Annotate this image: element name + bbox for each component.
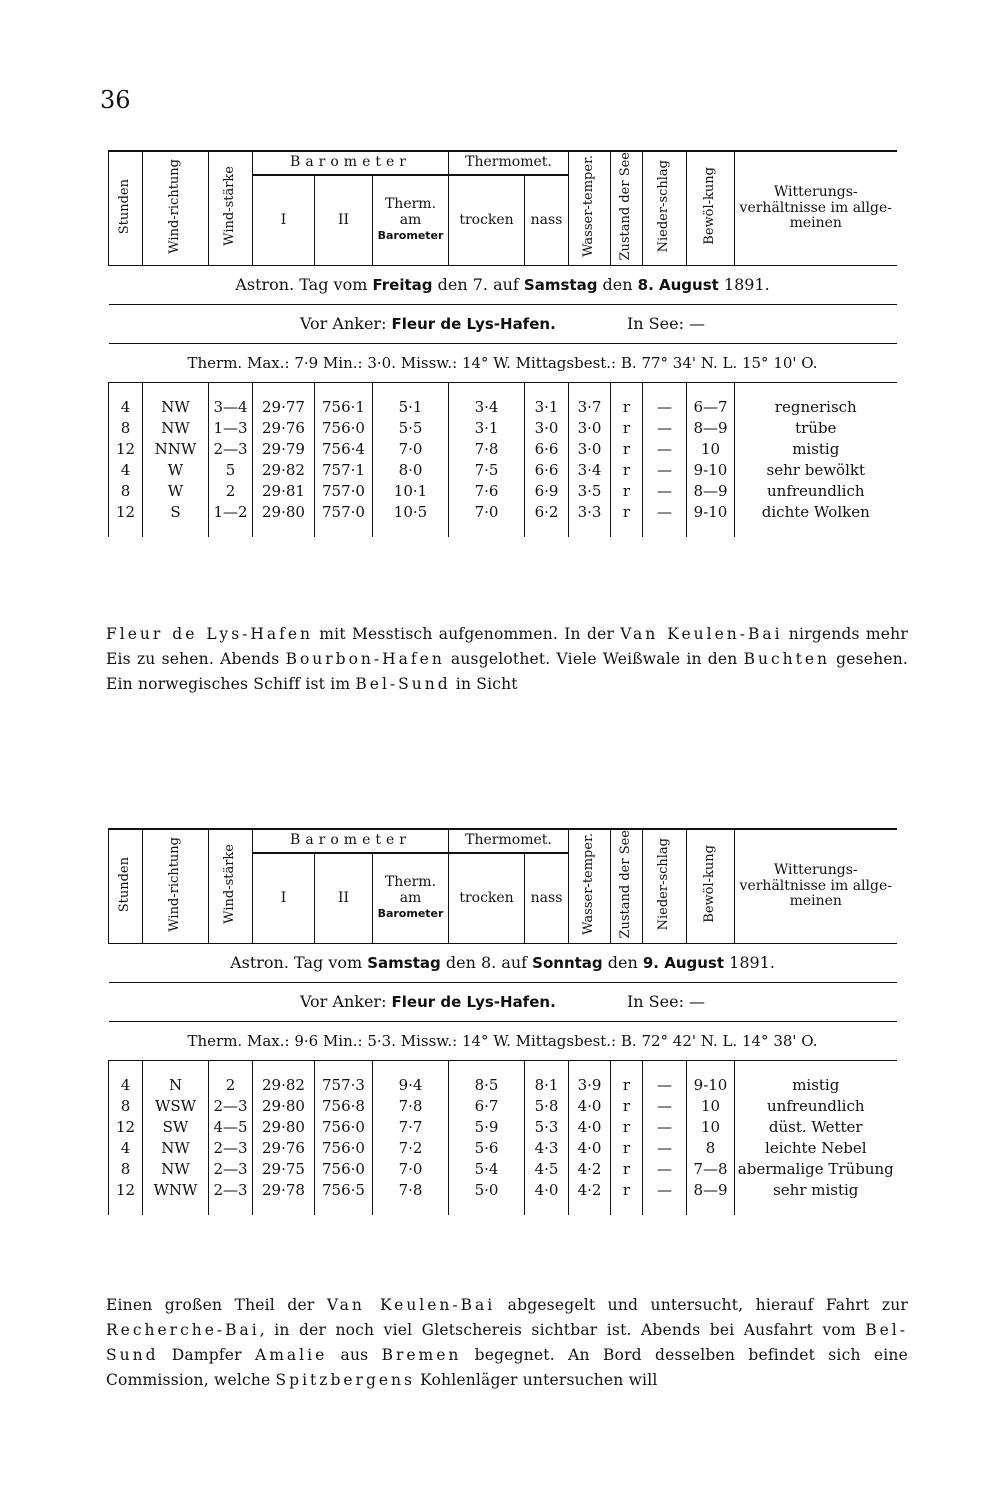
cell-richtung: NW bbox=[143, 1159, 209, 1180]
cell-richtung: N bbox=[143, 1075, 209, 1096]
header-bar-i: I bbox=[253, 175, 315, 265]
cell-bar2: 757·0 bbox=[315, 502, 373, 523]
cell-nieder: — bbox=[643, 418, 687, 439]
p2-s3: abgesegelt und untersucht, hierauf Fahrt zur bbox=[495, 1296, 908, 1314]
cell-stunde: 12 bbox=[109, 1180, 143, 1201]
p1-s6: ausgelothet. Viele Weißwale in den bbox=[444, 650, 744, 668]
cell-staerke: 3—4 bbox=[209, 397, 253, 418]
cell-wasser: 3·0 bbox=[569, 439, 611, 460]
cell-therm_bar: 5·1 bbox=[373, 397, 449, 418]
astron-day-row bbox=[109, 265, 897, 304]
p1-s3: Van Keulen-Bai bbox=[620, 625, 783, 643]
cell-witterung: mistig bbox=[735, 1075, 897, 1096]
cell-staerke: 2—3 bbox=[209, 439, 253, 460]
anker-row bbox=[109, 982, 897, 1021]
anker-place: Fleur de Lys-Hafen. bbox=[391, 315, 556, 334]
cell-bewoelk: 8—9 bbox=[687, 481, 735, 502]
p1-s7: Buchten bbox=[743, 650, 830, 668]
cell-therm_bar: 5·5 bbox=[373, 418, 449, 439]
spacer-row bbox=[109, 1201, 897, 1215]
cell-witterung: sehr mistig bbox=[735, 1180, 897, 1201]
header-thermometer: Thermomet. bbox=[449, 151, 569, 175]
cell-zustand: r bbox=[611, 1159, 643, 1180]
cell-wasser: 3·3 bbox=[569, 502, 611, 523]
table-row bbox=[109, 481, 897, 502]
table-row bbox=[109, 397, 897, 418]
table-header-row bbox=[109, 829, 897, 853]
cell-stunde: 12 bbox=[109, 439, 143, 460]
cell-bar2: 756·8 bbox=[315, 1096, 373, 1117]
astron-prefix: Astron. Tag vom bbox=[230, 953, 363, 973]
header-stunden: Stunden bbox=[117, 856, 133, 912]
cell-witterung: sehr bewölkt bbox=[735, 460, 897, 481]
year: 1891. bbox=[723, 275, 770, 295]
cell-bewoelk: 6—7 bbox=[687, 397, 735, 418]
cell-therm_bar: 7·7 bbox=[373, 1117, 449, 1138]
cell-witterung: düst. Wetter bbox=[735, 1117, 897, 1138]
cell-richtung: SW bbox=[143, 1117, 209, 1138]
cell-zustand: r bbox=[611, 1117, 643, 1138]
header-trocken: trocken bbox=[449, 175, 525, 265]
cell-trocken: 8·5 bbox=[449, 1075, 525, 1096]
table-row bbox=[109, 1117, 897, 1138]
cell-richtung: NNW bbox=[143, 439, 209, 460]
cell-trocken: 5·9 bbox=[449, 1117, 525, 1138]
therm-summary-row bbox=[109, 343, 897, 382]
p2-s2: Van Keulen-Bai bbox=[326, 1296, 496, 1314]
cell-bar2: 757·1 bbox=[315, 460, 373, 481]
cell-bewoelk: 8—9 bbox=[687, 1180, 735, 1201]
spacer-row bbox=[109, 523, 897, 537]
cell-bewoelk: 7—8 bbox=[687, 1159, 735, 1180]
day-mid: den 8. auf bbox=[445, 953, 528, 973]
cell-richtung: WNW bbox=[143, 1180, 209, 1201]
day-mid: den 7. auf bbox=[437, 275, 519, 295]
therm-summary-row bbox=[109, 1021, 897, 1060]
header-nass: nass bbox=[525, 853, 569, 943]
header-wassertemper: Wasser-temper. bbox=[581, 833, 597, 936]
barometer-label: Barometer bbox=[377, 907, 444, 921]
cell-bar1: 29·78 bbox=[253, 1180, 315, 1201]
day-to-pre: den bbox=[602, 275, 633, 295]
header-niederschlag: Nieder-schlag bbox=[656, 838, 672, 931]
cell-nieder: — bbox=[643, 1096, 687, 1117]
cell-bar2: 757·0 bbox=[315, 481, 373, 502]
cell-zustand: r bbox=[611, 460, 643, 481]
p2-s8: Amalie bbox=[255, 1346, 328, 1364]
cell-bar1: 29·81 bbox=[253, 481, 315, 502]
cell-nass: 6·6 bbox=[525, 439, 569, 460]
cell-wasser: 4·0 bbox=[569, 1117, 611, 1138]
table-row bbox=[109, 1075, 897, 1096]
header-windstaerke: Wind-stärke bbox=[222, 166, 238, 247]
header-zustand: Zustand der See bbox=[618, 152, 634, 261]
header-zustand: Zustand der See bbox=[618, 830, 634, 939]
therm-summary: Therm. Max.: 9·6 Min.: 5·3. Missw.: 14° W. Mittagsbest.: B. 72° 42' N. L. 14° 38' O. bbox=[109, 1021, 897, 1060]
cell-therm_bar: 7·8 bbox=[373, 1180, 449, 1201]
cell-nieder: — bbox=[643, 1117, 687, 1138]
cell-nass: 4·5 bbox=[525, 1159, 569, 1180]
p2-s9: aus bbox=[327, 1346, 382, 1364]
cell-zustand: r bbox=[611, 1096, 643, 1117]
cell-witterung: mistig bbox=[735, 439, 897, 460]
cell-nass: 4·0 bbox=[525, 1180, 569, 1201]
cell-nass: 3·0 bbox=[525, 418, 569, 439]
cell-witterung: trübe bbox=[735, 418, 897, 439]
cell-nass: 6·9 bbox=[525, 481, 569, 502]
cell-stunde: 4 bbox=[109, 460, 143, 481]
header-nass: nass bbox=[525, 175, 569, 265]
header-bewoelkung: Bewöl-kung bbox=[702, 167, 718, 246]
cell-bar1: 29·80 bbox=[253, 1096, 315, 1117]
header-barometer: Barometer bbox=[253, 829, 449, 853]
cell-staerke: 2—3 bbox=[209, 1159, 253, 1180]
p2-s13: Kohlenläger untersuchen will bbox=[414, 1371, 658, 1389]
header-bar-ii: II bbox=[315, 853, 373, 943]
cell-bewoelk: 9-10 bbox=[687, 460, 735, 481]
cell-wasser: 4·0 bbox=[569, 1138, 611, 1159]
cell-zustand: r bbox=[611, 481, 643, 502]
cell-witterung: abermalige Trübung bbox=[735, 1159, 897, 1180]
anker-place: Fleur de Lys-Hafen. bbox=[391, 993, 556, 1012]
header-wassertemper: Wasser-temper. bbox=[581, 155, 597, 258]
see-label: In See: — bbox=[626, 992, 706, 1012]
cell-nieder: — bbox=[643, 1180, 687, 1201]
cell-richtung: W bbox=[143, 481, 209, 502]
cell-bewoelk: 9-10 bbox=[687, 502, 735, 523]
cell-bar2: 756·1 bbox=[315, 397, 373, 418]
cell-witterung: dichte Wolken bbox=[735, 502, 897, 523]
p1-s1: Fleur de Lys-Hafen bbox=[106, 625, 314, 643]
p1-s10: in Sicht bbox=[450, 675, 518, 693]
am-label: am bbox=[399, 889, 422, 906]
cell-bar1: 29·77 bbox=[253, 397, 315, 418]
cell-trocken: 7·5 bbox=[449, 460, 525, 481]
header-witterung: Witterungs-verhältnisse im allge-meinen bbox=[735, 829, 897, 943]
cell-nieder: — bbox=[643, 481, 687, 502]
p2-s7: Dampfer bbox=[158, 1346, 256, 1364]
therm-summary: Therm. Max.: 7·9 Min.: 3·0. Missw.: 14° W. Mittagsbest.: B. 77° 34' N. L. 15° 10' O. bbox=[109, 343, 897, 382]
cell-bewoelk: 8 bbox=[687, 1138, 735, 1159]
cell-bar1: 29·80 bbox=[253, 1117, 315, 1138]
cell-staerke: 2—3 bbox=[209, 1138, 253, 1159]
header-thermometer: Thermomet. bbox=[449, 829, 569, 853]
cell-stunde: 8 bbox=[109, 481, 143, 502]
see-label: In See: — bbox=[626, 314, 706, 334]
cell-bewoelk: 10 bbox=[687, 439, 735, 460]
table-row bbox=[109, 439, 897, 460]
table-row bbox=[109, 418, 897, 439]
year: 1891. bbox=[729, 953, 775, 973]
cell-trocken: 6·7 bbox=[449, 1096, 525, 1117]
anker-row bbox=[109, 304, 897, 343]
cell-therm_bar: 7·8 bbox=[373, 1096, 449, 1117]
p2-s12: Spitzbergens bbox=[275, 1371, 415, 1389]
cell-staerke: 4—5 bbox=[209, 1117, 253, 1138]
day-from: Samstag bbox=[367, 954, 441, 973]
cell-bewoelk: 10 bbox=[687, 1117, 735, 1138]
p2-s1: Einen großen Theil der bbox=[106, 1296, 327, 1314]
therm-label: Therm. bbox=[384, 196, 437, 213]
cell-bewoelk: 10 bbox=[687, 1096, 735, 1117]
cell-therm_bar: 9·4 bbox=[373, 1075, 449, 1096]
cell-therm_bar: 8·0 bbox=[373, 460, 449, 481]
table-row bbox=[109, 460, 897, 481]
date-to: 9. August bbox=[642, 954, 725, 973]
spacer-row bbox=[109, 382, 897, 397]
cell-stunde: 8 bbox=[109, 1159, 143, 1180]
cell-wasser: 3·7 bbox=[569, 397, 611, 418]
cell-trocken: 7·0 bbox=[449, 502, 525, 523]
cell-staerke: 5 bbox=[209, 460, 253, 481]
cell-nass: 5·3 bbox=[525, 1117, 569, 1138]
cell-stunde: 4 bbox=[109, 1075, 143, 1096]
cell-therm_bar: 7·0 bbox=[373, 439, 449, 460]
cell-trocken: 7·6 bbox=[449, 481, 525, 502]
cell-nieder: — bbox=[643, 1138, 687, 1159]
day-to: Samstag bbox=[523, 276, 598, 295]
header-witterung: Witterungs-verhältnisse im allge-meinen bbox=[735, 151, 897, 265]
cell-bar2: 756·0 bbox=[315, 1138, 373, 1159]
cell-bar1: 29·79 bbox=[253, 439, 315, 460]
therm-label: Therm. bbox=[384, 874, 437, 891]
cell-bar2: 756·4 bbox=[315, 439, 373, 460]
cell-staerke: 2—3 bbox=[209, 1180, 253, 1201]
p2-s4: Recherche-Bai bbox=[106, 1321, 260, 1339]
table-row bbox=[109, 502, 897, 523]
cell-stunde: 8 bbox=[109, 1096, 143, 1117]
cell-richtung: NW bbox=[143, 1138, 209, 1159]
cell-richtung: W bbox=[143, 460, 209, 481]
cell-therm_bar: 10·1 bbox=[373, 481, 449, 502]
cell-bewoelk: 8—9 bbox=[687, 418, 735, 439]
cell-nass: 3·1 bbox=[525, 397, 569, 418]
cell-staerke: 2 bbox=[209, 481, 253, 502]
anker-label: Vor Anker: bbox=[299, 314, 387, 334]
cell-zustand: r bbox=[611, 397, 643, 418]
cell-bar1: 29·82 bbox=[253, 460, 315, 481]
table-header-row bbox=[109, 151, 897, 175]
table-row bbox=[109, 1180, 897, 1201]
cell-nieder: — bbox=[643, 1159, 687, 1180]
cell-nass: 5·8 bbox=[525, 1096, 569, 1117]
cell-bar1: 29·76 bbox=[253, 418, 315, 439]
cell-stunde: 4 bbox=[109, 397, 143, 418]
cell-staerke: 2—3 bbox=[209, 1096, 253, 1117]
cell-witterung: unfreundlich bbox=[735, 1096, 897, 1117]
cell-bar1: 29·75 bbox=[253, 1159, 315, 1180]
cell-staerke: 2 bbox=[209, 1075, 253, 1096]
header-therm-am-barometer bbox=[373, 853, 449, 943]
cell-bar1: 29·82 bbox=[253, 1075, 315, 1096]
cell-zustand: r bbox=[611, 418, 643, 439]
cell-zustand: r bbox=[611, 1075, 643, 1096]
cell-witterung: unfreundlich bbox=[735, 481, 897, 502]
cell-bar2: 756·0 bbox=[315, 1117, 373, 1138]
cell-bar2: 757·3 bbox=[315, 1075, 373, 1096]
cell-wasser: 3·4 bbox=[569, 460, 611, 481]
cell-richtung: S bbox=[143, 502, 209, 523]
cell-nieder: — bbox=[643, 460, 687, 481]
cell-trocken: 5·6 bbox=[449, 1138, 525, 1159]
day-to-pre: den bbox=[607, 953, 638, 973]
header-bewoelkung: Bewöl-kung bbox=[702, 845, 718, 924]
cell-richtung: NW bbox=[143, 397, 209, 418]
p2-s6: Bel-Sund bbox=[106, 1321, 908, 1364]
cell-zustand: r bbox=[611, 439, 643, 460]
paragraph-2 bbox=[106, 1293, 908, 1393]
header-niederschlag: Nieder-schlag bbox=[656, 160, 672, 253]
cell-zustand: r bbox=[611, 502, 643, 523]
p1-s9: Bel-Sund bbox=[355, 675, 451, 693]
am-label: am bbox=[399, 211, 422, 228]
cell-stunde: 8 bbox=[109, 418, 143, 439]
cell-nieder: — bbox=[643, 502, 687, 523]
cell-trocken: 5·4 bbox=[449, 1159, 525, 1180]
cell-staerke: 1—2 bbox=[209, 502, 253, 523]
cell-therm_bar: 7·2 bbox=[373, 1138, 449, 1159]
barometer-label: Barometer bbox=[377, 229, 444, 243]
cell-trocken: 3·1 bbox=[449, 418, 525, 439]
cell-staerke: 1—3 bbox=[209, 418, 253, 439]
table-row bbox=[109, 1138, 897, 1159]
cell-nass: 6·6 bbox=[525, 460, 569, 481]
p1-s8: gesehen. Ein norwegisches Schiff ist im bbox=[106, 650, 908, 693]
header-bar-ii: II bbox=[315, 175, 373, 265]
cell-nieder: — bbox=[643, 1075, 687, 1096]
header-therm-am-barometer bbox=[373, 175, 449, 265]
cell-bar2: 756·0 bbox=[315, 418, 373, 439]
day-to: Sonntag bbox=[532, 954, 603, 973]
table-row bbox=[109, 1096, 897, 1117]
spacer-row bbox=[109, 1060, 897, 1075]
cell-wasser: 4·2 bbox=[569, 1180, 611, 1201]
cell-nass: 8·1 bbox=[525, 1075, 569, 1096]
cell-zustand: r bbox=[611, 1138, 643, 1159]
cell-stunde: 12 bbox=[109, 1117, 143, 1138]
table-row bbox=[109, 1159, 897, 1180]
cell-nass: 6·2 bbox=[525, 502, 569, 523]
astron-prefix: Astron. Tag vom bbox=[235, 275, 368, 295]
cell-trocken: 3·4 bbox=[449, 397, 525, 418]
cell-trocken: 7·8 bbox=[449, 439, 525, 460]
cell-wasser: 4·0 bbox=[569, 1096, 611, 1117]
page-number: 36 bbox=[100, 86, 131, 114]
cell-witterung: regnerisch bbox=[735, 397, 897, 418]
header-bar-i: I bbox=[253, 853, 315, 943]
day-from: Freitag bbox=[372, 276, 433, 295]
cell-trocken: 5·0 bbox=[449, 1180, 525, 1201]
header-stunden: Stunden bbox=[117, 178, 133, 234]
cell-witterung: leichte Nebel bbox=[735, 1138, 897, 1159]
astron-day-row bbox=[109, 943, 897, 982]
header-trocken: trocken bbox=[449, 853, 525, 943]
cell-wasser: 3·5 bbox=[569, 481, 611, 502]
p2-s10: Bremen bbox=[381, 1346, 462, 1364]
p2-s5: , in der noch viel Gletschereis sichtbar ist. Abends bei Ausfahrt vom bbox=[259, 1321, 866, 1339]
cell-bewoelk: 9-10 bbox=[687, 1075, 735, 1096]
cell-bar1: 29·80 bbox=[253, 502, 315, 523]
header-windrichtung: Wind-richtung bbox=[167, 158, 183, 254]
cell-therm_bar: 7·0 bbox=[373, 1159, 449, 1180]
cell-nass: 4·3 bbox=[525, 1138, 569, 1159]
cell-bar1: 29·76 bbox=[253, 1138, 315, 1159]
p1-s5: Bourbon-Hafen bbox=[285, 650, 445, 668]
p2-s11: begegnet. An Bord desselben befindet sich eine Commission, welche bbox=[106, 1346, 908, 1389]
cell-richtung: NW bbox=[143, 418, 209, 439]
date-to: 8. August bbox=[637, 276, 719, 295]
cell-wasser: 4·2 bbox=[569, 1159, 611, 1180]
cell-zustand: r bbox=[611, 1180, 643, 1201]
cell-wasser: 3·9 bbox=[569, 1075, 611, 1096]
cell-richtung: WSW bbox=[143, 1096, 209, 1117]
p1-s4: nirgends mehr Eis zu sehen. Abends bbox=[106, 625, 908, 668]
weather-log-table-2 bbox=[108, 828, 897, 1215]
header-windstaerke: Wind-stärke bbox=[222, 844, 238, 925]
anker-label: Vor Anker: bbox=[299, 992, 387, 1012]
cell-bar2: 756·0 bbox=[315, 1159, 373, 1180]
cell-stunde: 4 bbox=[109, 1138, 143, 1159]
cell-wasser: 3·0 bbox=[569, 418, 611, 439]
paragraph-1 bbox=[106, 622, 908, 697]
cell-therm_bar: 10·5 bbox=[373, 502, 449, 523]
p1-s2: mit Messtisch aufgenommen. In der bbox=[313, 625, 621, 643]
cell-nieder: — bbox=[643, 439, 687, 460]
cell-nieder: — bbox=[643, 397, 687, 418]
cell-bar2: 756·5 bbox=[315, 1180, 373, 1201]
cell-stunde: 12 bbox=[109, 502, 143, 523]
header-windrichtung: Wind-richtung bbox=[167, 836, 183, 932]
weather-log-table-1 bbox=[108, 150, 897, 537]
header-barometer: Barometer bbox=[253, 151, 449, 175]
